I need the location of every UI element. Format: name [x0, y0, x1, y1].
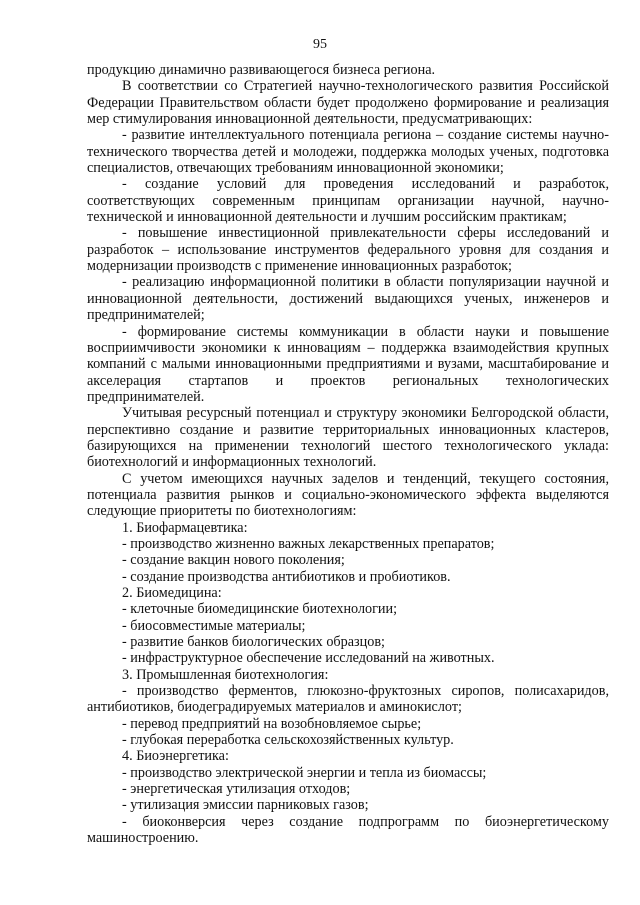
paragraph: - формирование системы коммуникации в области науки и повышение восприимчивости экономики к инновациям – поддержка взаимодействия крупных компаний с малыми инновационными предприятиями и вузами, масштабирование и акселерация стартапов и проектов региональных технологических предпринимателей. [87, 323, 609, 405]
paragraph: продукцию динамично развивающегося бизнеса региона. [87, 62, 436, 78]
document-body [87, 62, 609, 847]
paragraph: 3. Промышленная биотехнология: [122, 666, 329, 683]
paragraph: - клеточные биомедицинские биотехнологии; [122, 601, 398, 618]
paragraph: - энергетическая утилизация отходов; [122, 781, 351, 798]
paragraph: С учетом имеющихся научных заделов и тенденций, текущего состояния, потенциала развития рынков и социально-экономического эффекта выделяются следующие приоритеты по биотехнологиям: [87, 470, 609, 520]
paragraph: 2. Биомедицина: [122, 585, 222, 601]
paragraph: - развитие банков биологических образцов; [122, 634, 385, 651]
paragraph: - биосовместимые материалы; [122, 617, 306, 634]
paragraph: - реализацию информационной политики в области популяризации научной и инновационной деятельности, достижений выдающихся ученых, инженеров и предпринимателей; [87, 274, 609, 324]
paragraph: - повышение инвестиционной привлекательности сферы исследований и разработок – использование инструментов федерального уровня для создания и модернизации производств с применение инновационных разработок; [87, 225, 609, 275]
paragraph: - производство жизненно важных лекарственных препаратов; [122, 535, 495, 552]
paragraph: - перевод предприятий на возобновляемое сырье; [122, 715, 422, 732]
paragraph: Учитывая ресурсный потенциал и структуру экономики Белгородской области, перспективно создание и развитие территориальных инновационных кластеров, базирующихся на применении технологий шестого технологического уклада: биотехнологий и информационных технологий. [87, 405, 609, 471]
paragraph: - биоконверсия через создание подпрограмм по биоэнергетическому машиностроению. [87, 813, 609, 847]
paragraph: В соответствии со Стратегией научно-технологического развития Российской Федерации Правительством области будет продолжено формирование и реализация мер стимулирования инновационной деятельности, предусматривающих: [87, 78, 609, 128]
paragraph: - создание вакцин нового поколения; [122, 552, 345, 569]
page-number: 95 [313, 37, 327, 52]
paragraph: - производство электрической энергии и тепла из биомассы; [122, 764, 487, 781]
paragraph: - создание условий для проведения исследований и разработок, соответствующих современным принципам организации научной, научно-технической и инновационной деятельности и лучшим российским практикам; [87, 176, 609, 226]
paragraph: - глубокая переработка сельскохозяйственных культур. [122, 732, 454, 749]
paragraph: - развитие интеллектуального потенциала региона – создание системы научно-технического творчества детей и молодежи, поддержка молодых ученых, подготовка специалистов, отвечающих требованиям инновационной экономики; [87, 127, 609, 177]
paragraph: - утилизация эмиссии парниковых газов; [122, 797, 369, 814]
paragraph: - инфраструктурное обеспечение исследований на животных. [122, 650, 495, 667]
paragraph: 4. Биоэнергетика: [122, 748, 229, 765]
paragraph: - производство ферментов, глюкозно-фруктозных сиропов, полисахаридов, антибиотиков, биодеградируемых материалов и аминокислот; [87, 683, 609, 716]
paragraph: 1. Биофармацевтика: [122, 519, 248, 536]
paragraph: - создание производства антибиотиков и пробиотиков. [122, 568, 451, 585]
